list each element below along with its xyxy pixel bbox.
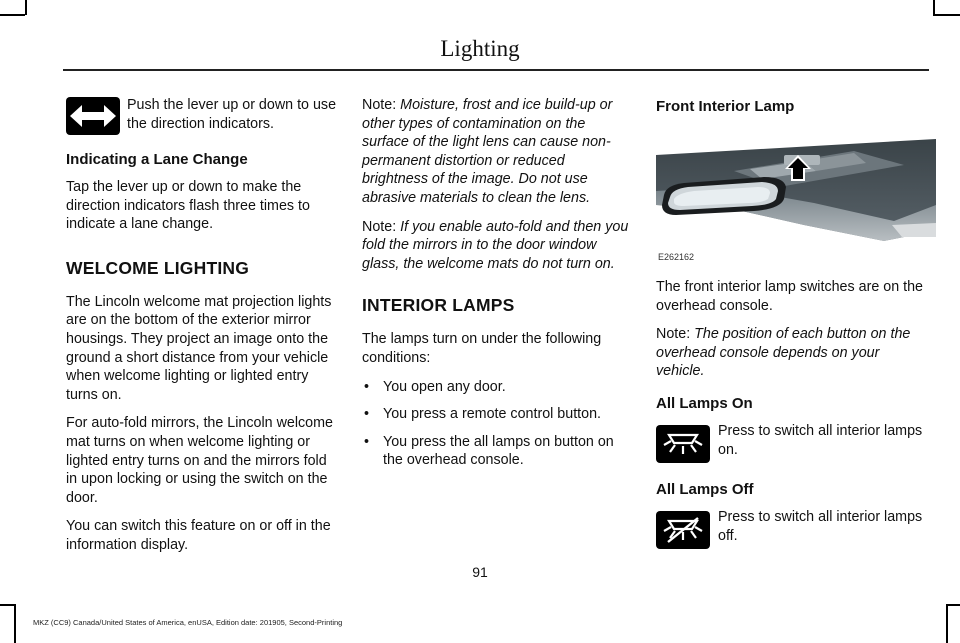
all-lamps-off-heading: All Lamps Off: [656, 481, 754, 499]
interior-intro: The lamps turn on under the following conditions:: [362, 331, 602, 366]
all-lamps-off-row: [656, 508, 928, 555]
dome-lamp-off-icon: [656, 511, 710, 549]
crop-mark: [14, 604, 16, 643]
crop-mark: [933, 14, 960, 16]
list-item: • You open any door.: [362, 378, 632, 397]
crop-mark: [0, 604, 15, 606]
welcome-paragraph-2: For auto-fold mirrors, the Lincoln welcome mat turns on when welcome lighting or lighted entry turns on and the mirrors fold in upon locking or using the switch on the door.: [66, 415, 333, 506]
lane-change-heading: Indicating a Lane Change: [66, 151, 248, 168]
note-label: Note:: [362, 97, 397, 113]
list-item: • You press the all lamps on button on the overhead console.: [362, 433, 632, 470]
edition-note: MKZ (CC9) Canada/United States of America, enUSA, Edition date: 201905, Second-Printing: [33, 618, 343, 627]
note-label: Note:: [362, 218, 397, 235]
all-lamps-on-heading: All Lamps On: [656, 394, 753, 412]
welcome-paragraph-1: The Lincoln welcome mat projection lights are on the bottom of the exterior mirror housings. They project an image onto the ground a short distance from your vehicle when welcome lighting or lighted entry turns on.: [66, 293, 332, 403]
front-interior-lamp-heading: Front Interior Lamp: [656, 98, 795, 115]
column-left: [66, 96, 338, 565]
image-code: E262162: [658, 252, 695, 262]
crop-mark: [946, 604, 948, 643]
welcome-lighting-heading: WELCOME LIGHTING: [66, 257, 250, 278]
page-title: Lighting: [440, 36, 520, 61]
crop-mark: [946, 604, 960, 606]
note-contamination: [362, 96, 632, 208]
note-text: If you enable auto-fold and then you fold the mirrors in to the door window glass, the welcome mats do not turn on.: [362, 218, 629, 272]
page-number: 91: [472, 564, 488, 580]
header-divider: [63, 69, 929, 71]
note-label: Note:: [656, 326, 691, 343]
column-right: [656, 96, 928, 555]
switch-location-text: The front interior lamp switches are on the overhead console.: [656, 279, 923, 314]
note-button-position: [656, 325, 928, 381]
crop-mark: [25, 0, 27, 15]
list-item: • You press a remote control button.: [362, 405, 632, 424]
interior-lamps-heading: INTERIOR LAMPS: [362, 295, 515, 316]
note-text: The position of each button on the overhead console depends on your vehicle.: [656, 326, 911, 380]
welcome-paragraph-3: You can switch this feature on or off in the information display.: [66, 518, 331, 553]
all-lamps-on-row: [656, 422, 928, 469]
conditions-list: [362, 378, 632, 470]
all-lamps-off-text: Press to switch all interior lamps off.: [718, 509, 923, 544]
note-auto-fold: [362, 218, 632, 274]
crop-mark: [0, 14, 25, 16]
direction-indicator-row: [66, 96, 338, 135]
all-lamps-on-text: Press to switch all interior lamps on.: [718, 422, 923, 458]
note-text: Moisture, frost and ice build-up or other types of contamination on the surface of the light lens can cause non-permanent distortion or reduced brightness of the image. Do not use abrasive materials to clean the lens.: [362, 97, 613, 206]
crop-mark: [933, 0, 935, 15]
column-middle: [362, 96, 632, 479]
overhead-console-photo: [654, 125, 936, 250]
direction-text: Push the lever up or down to use the direction indicators.: [127, 97, 337, 132]
dome-lamp-on-icon: [656, 425, 710, 463]
lane-change-text: Tap the lever up or down to make the direction indicators flash three times to indicate a lane change.: [66, 179, 310, 233]
double-arrow-icon: [66, 97, 120, 135]
